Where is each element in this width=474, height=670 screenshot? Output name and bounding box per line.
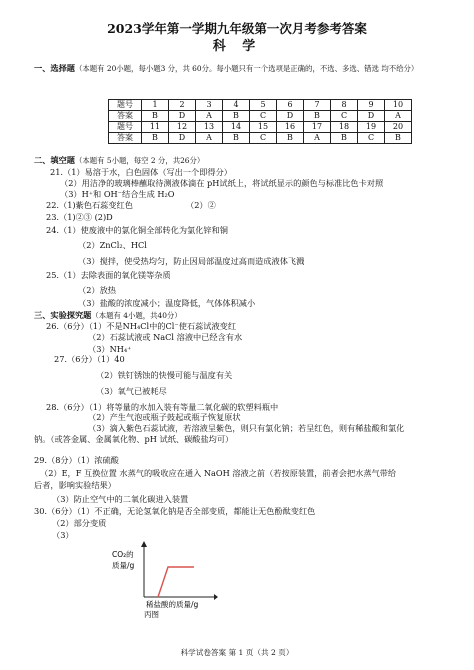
q24-3: （3）搅拌，使受热均匀，防止因局部温度过高而造成液体飞溅 <box>78 256 305 266</box>
q22-2: （2）② <box>186 200 216 210</box>
q30-3: （3） <box>52 530 74 540</box>
table-cell: 9 <box>358 100 385 111</box>
section3-heading: 三、实验探究题 <box>34 310 92 320</box>
table-cell: C <box>331 111 358 122</box>
q27-3: （3）氧气已被耗尽 <box>96 386 167 396</box>
table-cell: 2 <box>169 100 196 111</box>
table-cell: 11 <box>142 122 169 133</box>
table-row <box>109 122 412 133</box>
q28-2: （2）产生气泡或瓶子鼓起或瓶子恢复原状 <box>88 412 241 422</box>
row-label: 题号 <box>109 122 142 133</box>
table-cell: B <box>304 111 331 122</box>
q29-4: （3）防止空气中的二氧化碳进入装置 <box>52 494 189 504</box>
q24-2: （2）ZnCl₂、HCl <box>78 240 147 250</box>
section1-note: （本题有 20小题，每小题3 分，共 60分。每小题只有一个选项是正确的，不选、多选、错选 均不给分） <box>74 64 419 73</box>
table-cell: 19 <box>358 122 385 133</box>
q28-4: 钠。（或答金属、金属氧化物、pH 试纸、碳酸盐均可） <box>34 434 234 444</box>
table-cell: 3 <box>196 100 223 111</box>
table-cell: 12 <box>169 122 196 133</box>
table-cell: D <box>169 111 196 122</box>
table-cell: 17 <box>304 122 331 133</box>
x-axis-arrow <box>214 594 218 600</box>
table-cell: B <box>277 133 304 144</box>
table-cell: C <box>250 133 277 144</box>
q21-2: （2）用洁净的玻璃棒蘸取待测液体滴在 pH试纸上，将试纸显示的颜色与标准比色卡对照 <box>60 178 384 188</box>
row-label: 答案 <box>109 111 142 122</box>
q29-3: 后者，影响实验结果） <box>34 480 116 490</box>
table-cell: 15 <box>250 122 277 133</box>
page-title: 2023学年第一学期九年级第一次月考参考答案 <box>107 21 367 36</box>
q27-2: （2）铁钉锈蚀的快慢可能与温度有关 <box>96 370 233 380</box>
table-cell: 16 <box>277 122 304 133</box>
x-label: 稀盐酸的质量/g <box>146 600 199 609</box>
section2-header <box>34 155 204 166</box>
y-label-bottom: 质量/g <box>112 561 135 570</box>
table-cell: A <box>304 133 331 144</box>
table-cell: 7 <box>304 100 331 111</box>
table-row <box>109 111 412 122</box>
q24-1: 24.（1）使废液中的氯化铜全部转化为氯化锌和铜 <box>46 225 228 235</box>
table-cell: 6 <box>277 100 304 111</box>
q22-1: 22.（1)紫色石蕊变红色 <box>46 200 133 210</box>
table-cell: D <box>358 111 385 122</box>
q26-2: （2）石蕊试液或 NaCl 溶液中已经含有水 <box>88 332 243 342</box>
table-cell: C <box>250 111 277 122</box>
table-cell: D <box>277 111 304 122</box>
table-cell: 20 <box>385 122 412 133</box>
section1-header <box>34 63 418 74</box>
q28-1: 28.（6分）（1）将等量的水加入装有等量二氧化碳的软塑料瓶中 <box>46 402 279 412</box>
y-axis-arrow <box>141 541 147 547</box>
q25-2: （2）放热 <box>78 285 116 295</box>
answer-table <box>108 99 412 144</box>
table-cell: 8 <box>331 100 358 111</box>
section3-header <box>34 310 182 321</box>
y-label-top: CO₂的 <box>112 550 134 559</box>
table-cell: B <box>223 133 250 144</box>
table-cell: 5 <box>250 100 277 111</box>
table-cell: C <box>358 133 385 144</box>
q30-2: （2）部分变质 <box>52 518 107 528</box>
row-label: 题号 <box>109 100 142 111</box>
table-cell: B <box>385 133 412 144</box>
table-cell: B <box>331 133 358 144</box>
q21-3: （3）H⁺和 OH⁻结合生成 H₂O <box>60 189 175 199</box>
table-cell: 1 <box>142 100 169 111</box>
table-cell: D <box>169 133 196 144</box>
section2-heading: 二、填空题 <box>34 155 75 165</box>
q28-3: （3）滴入紫色石蕊试液，若溶液呈紫色，则只有氯化钠；若呈红色，则有稀盐酸和氯化 <box>88 423 405 433</box>
table-cell: B <box>142 133 169 144</box>
q25-3: （3）盐酸的浓度减小；温度降低，气体体积减小 <box>78 298 256 308</box>
co2-graph <box>110 535 220 621</box>
q26-1: 26.（6分）（1）不是NH₄Cl中的Cl⁻使石蕊试液变红 <box>46 321 237 331</box>
table-cell: A <box>385 111 412 122</box>
table-row <box>109 133 412 144</box>
table-row <box>109 100 412 111</box>
q29-2: （2）E，F 互换位置 水蒸气的吸收应在通入 NaOH 溶液之前（若按原装置，前者会把水蒸气带给 <box>40 468 397 478</box>
section1-heading: 一、选择题 <box>34 63 75 73</box>
q30-1: 30.（6分）（1）不正确，无论氢氧化钠是否全部变质，都能让无色酚酞变红色 <box>34 506 316 516</box>
table-cell: 18 <box>331 122 358 133</box>
q23: 23.（1)②③ (2)D <box>46 212 113 222</box>
co2-curve <box>158 567 194 597</box>
table-cell: A <box>196 111 223 122</box>
table-cell: 10 <box>385 100 412 111</box>
table-cell: B <box>142 111 169 122</box>
q27-1: 27.（6分）（1）40 <box>54 354 125 364</box>
table-cell: 4 <box>223 100 250 111</box>
section3-note: （本题有 4小题，共40分） <box>91 311 182 320</box>
q21-1: 21.（1）易溶于水，白色固体（写出一个即得分） <box>50 167 232 177</box>
subject-title: 科 学 <box>212 39 262 54</box>
table-cell: 14 <box>223 122 250 133</box>
graph-caption: 丙图 <box>144 610 159 619</box>
table-cell: B <box>223 111 250 122</box>
table-cell: A <box>196 133 223 144</box>
q25-1: 25.（1）去除表面的氧化镁等杂质 <box>46 270 171 280</box>
q29-1: 29.（8分）（1）浓硫酸 <box>34 455 119 465</box>
table-cell: 13 <box>196 122 223 133</box>
q26-3: （3）NH₄⁺ <box>88 344 132 354</box>
section2-note: （本题有 5小题，每空 2 分，共26分） <box>74 156 205 165</box>
page-footer: 科学试卷答案 第 1 页（共 2 页） <box>180 648 294 657</box>
row-label: 答案 <box>109 133 142 144</box>
